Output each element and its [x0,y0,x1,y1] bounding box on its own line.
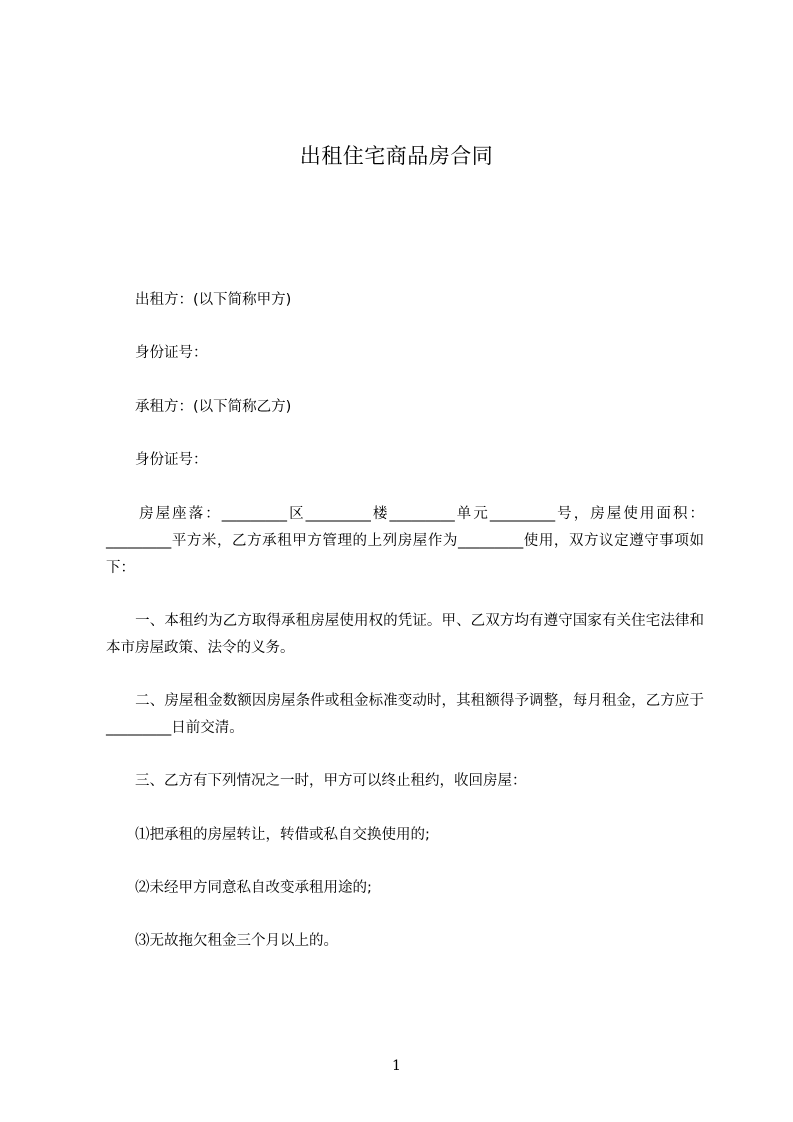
clause-3-item-2: ⑵未经甲方同意私自改变承租用途的; [106,880,372,896]
lessee-line: 承租方：(以下简称乙方) [106,399,292,415]
lessee-id-line: 身份证号： [106,452,208,468]
lessor-line: 出租方：(以下简称甲方) [106,292,292,308]
clause-1: 一、本租约为乙方取得承租房屋使用权的凭证。甲、乙双方均有遵守国家有关住宅法律和本市房屋政策、法令的义务。 [106,613,704,656]
clause-2: 二、房屋租金数额因房屋条件或租金标准变动时，其租额得予调整，每月租金，乙方应于_________日前交清。 [106,693,704,736]
page-number: 1 [392,1058,401,1074]
property-location-paragraph: 房屋座落：_________区_________楼_________单元_________号，房屋使用面积：_________平方米，乙方承租甲方管理的上列房屋作为_________使用，双方议定遵守事项如下： [106,506,704,576]
document-title: 出租住宅商品房合同 [299,144,494,168]
clause-3-item-3: ⑶无故拖欠租金三个月以上的。 [106,933,338,949]
clause-3-item-1: ⑴把承租的房屋转让，转借或私自交换使用的; [106,827,430,843]
clause-3: 三、乙方有下列情况之一时，甲方可以终止租约，收回房屋： [106,773,527,789]
lessor-id-line: 身份证号： [106,345,208,361]
